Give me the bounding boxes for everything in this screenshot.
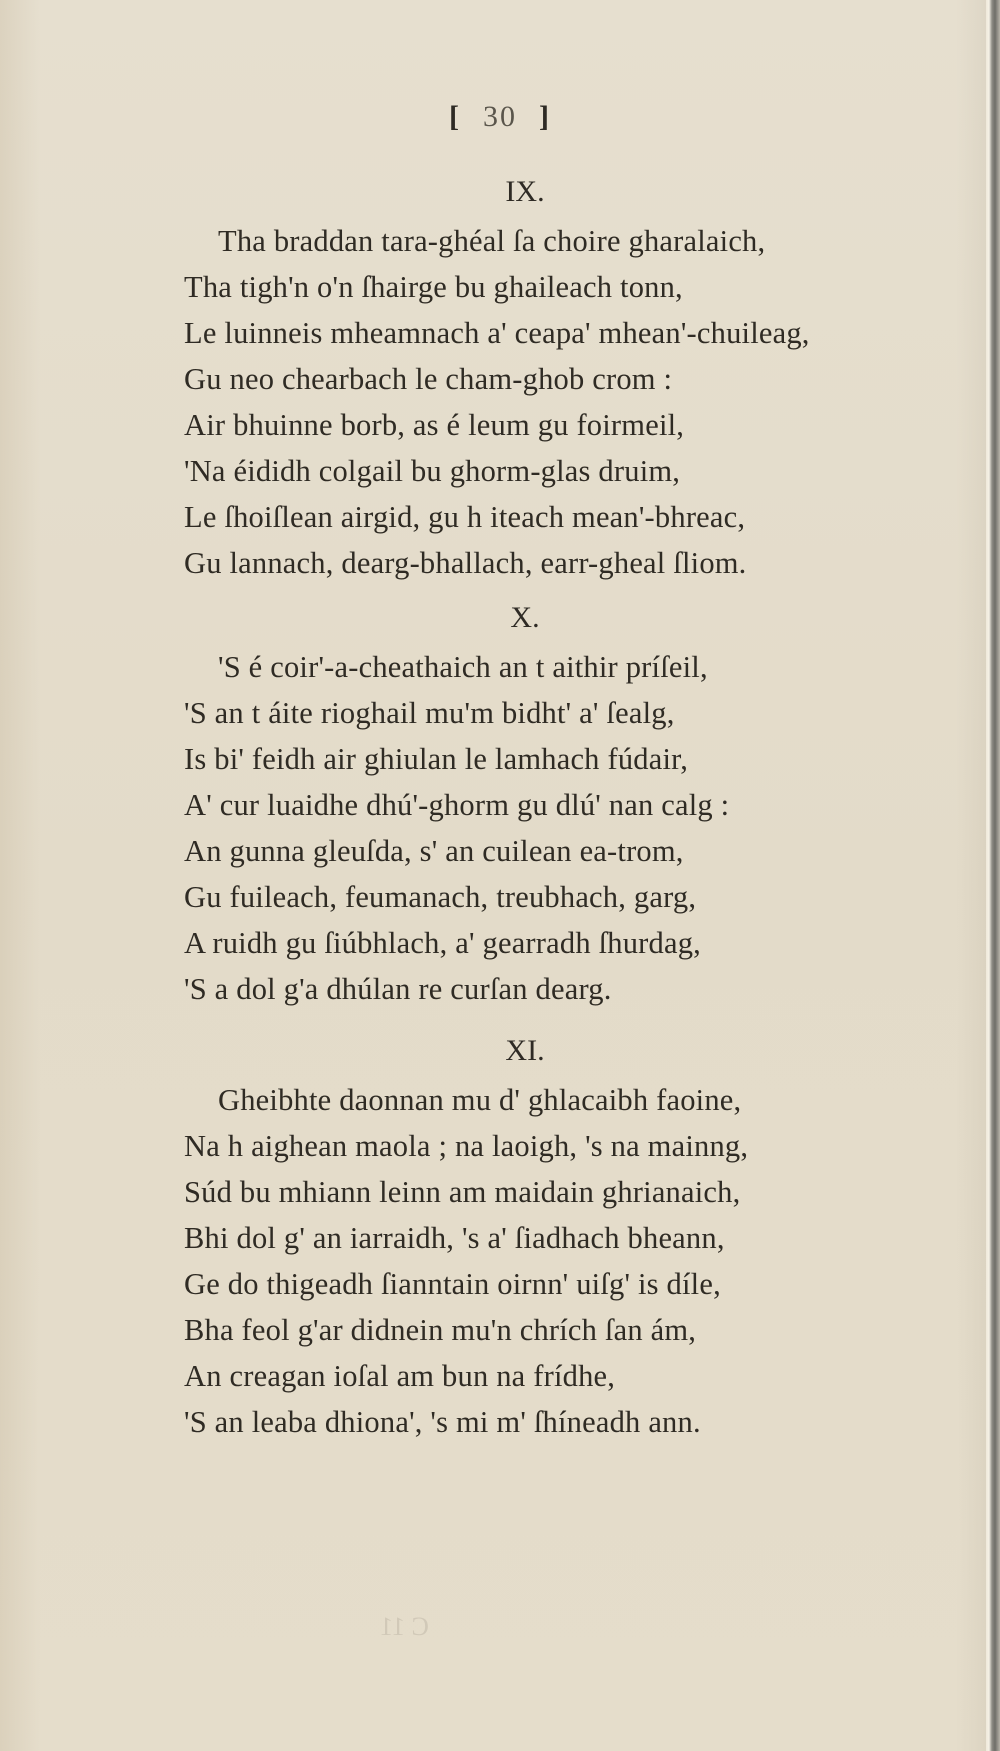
stanza-number: XI. [505, 1034, 545, 1067]
verse-line: Tha tigh'n o'n ſhairge bu ghaileach tonn, [184, 270, 683, 304]
verse-line: Na h aighean maola ; na laoigh, 's na mainng, [184, 1129, 749, 1163]
verse-line: Is bi' feidh air ghiulan le lamhach fúdair, [184, 742, 689, 776]
verse-line: 'S an t áite rioghail mu'm bidht' a' ſealg, [184, 696, 675, 730]
folio-close-bracket: ] [539, 100, 551, 133]
verse-line: 'S a dol g'a dhúlan re curſan dearg. [184, 972, 612, 1006]
verse-line: Bha feol g'ar didnein mu'n chrích ſan ám, [184, 1313, 697, 1347]
stanza-number: IX. [505, 175, 545, 208]
verse-line: 'S an leaba dhiona', 's mi m' ſhíneadh ann. [184, 1405, 701, 1439]
page-number [0, 100, 1000, 134]
verse-line: 'Na éididh colgail bu ghorm-glas druim, [184, 454, 681, 488]
verse-line: A' cur luaidhe dhú'-ghorm gu dlú' nan calg : [184, 788, 730, 822]
verse-line: A ruidh gu ſiúbhlach, a' gearradh ſhurdag, [184, 926, 701, 960]
verse-line: Air bhuinne borb, as é leum gu foirmeil, [184, 408, 685, 442]
verse-line: Bhi dol g' an iarraidh, 's a' ſiadhach bheann, [184, 1221, 725, 1255]
stanza-number: X. [510, 601, 540, 634]
verse-line: Ge do thigeadh ſianntain oirnn' uiſg' is díle, [184, 1267, 721, 1301]
verse-line: Gu fuileach, feumanach, treubhach, garg, [184, 880, 697, 914]
verse-line: Le luinneis mheamnach a' ceapa' mhean'-chuileag, [184, 316, 810, 350]
stanza-xi [0, 1025, 1000, 1445]
reverse-page-show-through: C 11 [380, 1612, 429, 1641]
verse-line: An gunna gleuſda, s' an cuilean ea-trom, [184, 834, 684, 868]
stanza-ix [0, 166, 1000, 586]
verse-line: Súd bu mhiann leinn am maidain ghrianaich, [184, 1175, 741, 1209]
verse-line: Gheibhte daonnan mu d' ghlacaibh faoine, [218, 1083, 742, 1117]
folio-number: 30 [483, 100, 517, 133]
verse-line: Tha braddan tara-ghéal ſa choire gharalaich, [218, 224, 766, 258]
verse-line: 'S é coir'-a-cheathaich an t aithir príſeil, [218, 650, 708, 684]
verse-line: Le ſhoiſlean airgid, gu h iteach mean'-bhreac, [184, 500, 746, 534]
verse-line: An creagan ioſal am bun na frídhe, [184, 1359, 616, 1393]
folio-open-bracket: [ [449, 100, 461, 133]
verse-line: Gu lannach, dearg-bhallach, earr-gheal ſliom. [184, 546, 747, 580]
stanza-x [0, 592, 1000, 1012]
verse-line: Gu neo chearbach le cham-ghob crom : [184, 362, 673, 396]
